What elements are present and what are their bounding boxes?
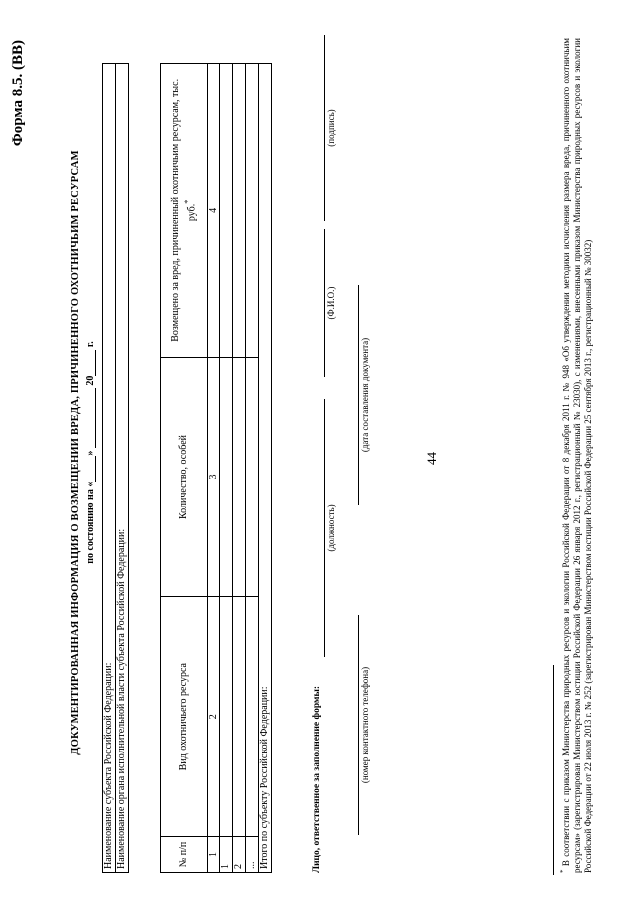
name-caption: (Ф.И.О.) bbox=[326, 286, 336, 320]
form-code: Форма 8.5. (ВВ) bbox=[10, 40, 26, 147]
table-row bbox=[233, 64, 246, 873]
header-resource-type: Вид охотничьего ресурса bbox=[161, 597, 208, 837]
footnote-mark: * bbox=[182, 199, 192, 204]
header-number: № п/п bbox=[161, 837, 208, 873]
subject-info-table bbox=[102, 63, 129, 873]
name-line[interactable] bbox=[324, 229, 325, 377]
row-number: 1 bbox=[220, 837, 233, 873]
form-title: ДОКУМЕНТИРОВАННАЯ ИНФОРМАЦИЯ О ВОЗМЕЩЕНИИ ВРЕДА, ПРИЧИНЕННОГО ОХОТНИЧЬИМ РЕСУРСАМ bbox=[70, 150, 81, 755]
as-of-prefix: по состоянию на « bbox=[85, 481, 96, 564]
resource-type-cell[interactable] bbox=[246, 597, 259, 837]
table-header-row bbox=[161, 64, 208, 873]
signature-line[interactable] bbox=[324, 35, 325, 221]
compensation-cell[interactable] bbox=[246, 64, 259, 358]
info-row bbox=[103, 64, 116, 873]
compensation-cell[interactable] bbox=[220, 64, 233, 358]
table-row bbox=[246, 64, 259, 873]
info-row bbox=[116, 64, 129, 873]
column-number: 3 bbox=[208, 357, 220, 597]
position-caption: (должность) bbox=[326, 504, 336, 552]
phone-line[interactable] bbox=[358, 615, 359, 835]
year-blank[interactable] bbox=[85, 350, 96, 376]
as-of-mid: » bbox=[85, 450, 96, 456]
footnote-separator bbox=[553, 665, 554, 875]
footnote bbox=[558, 38, 594, 873]
signature-caption: (подпись) bbox=[326, 109, 336, 147]
compensation-cell[interactable] bbox=[233, 64, 246, 358]
as-of-suffix: г. bbox=[85, 341, 96, 348]
resource-type-cell[interactable] bbox=[233, 597, 246, 837]
header-quantity: Количество, особей bbox=[161, 357, 208, 597]
damage-compensation-table bbox=[160, 63, 272, 873]
date-caption: (дата составления документа) bbox=[360, 337, 370, 453]
quantity-cell[interactable] bbox=[220, 357, 233, 597]
as-of-date bbox=[85, 0, 96, 905]
subject-name-field[interactable]: Наименование субъекта Российской Федерации: bbox=[103, 64, 116, 873]
column-number-row bbox=[208, 64, 220, 873]
month-blank[interactable] bbox=[85, 388, 96, 448]
column-number: 2 bbox=[208, 597, 220, 837]
page-number: 44 bbox=[424, 452, 439, 465]
day-blank[interactable] bbox=[85, 456, 96, 482]
total-row bbox=[259, 64, 272, 873]
total-label: Итого по субъекту Российской Федерации: bbox=[259, 64, 272, 873]
quantity-cell[interactable] bbox=[246, 357, 259, 597]
row-number: ... bbox=[246, 837, 259, 873]
resource-type-cell[interactable] bbox=[220, 597, 233, 837]
quantity-cell[interactable] bbox=[233, 357, 246, 597]
footnote-asterisk: * bbox=[559, 869, 567, 873]
authority-name-field[interactable]: Наименование органа исполнительной власти субъекта Российской Федерации: bbox=[116, 64, 129, 873]
date-line[interactable] bbox=[358, 285, 359, 505]
row-number: 2 bbox=[233, 837, 246, 873]
as-of-year-prefix: 20 bbox=[85, 375, 96, 386]
column-number: 4 bbox=[208, 64, 220, 358]
responsible-person-label: Лицо, ответственное за заполнение формы: bbox=[312, 685, 322, 873]
footnote-text: В соответствии с приказом Министерства природных ресурсов и экологии Российской Федерации от 8 декабря 2011 г. № 948 «Об утверждении методики исчисления размера вреда, причиненного охотничьим ресурсам» (зарегистрирован Министерством юстиции Российской Федерации 26 января 2012 г., регистрационный № 23030), с изменениями, внесенными приказом Министерства природных ресурсов и экологии Российской Федерации от 22 июля 2013 г. № 252 (зарегистрирован Министерством юстиции Российской Федерации 25 сентября 2013 г., регистрационный № 30032) bbox=[561, 38, 593, 873]
table-row bbox=[220, 64, 233, 873]
header-compensation-text: Возмещено за вред, причиненный охотничьим ресурсам, тыс. руб. bbox=[169, 78, 198, 342]
phone-caption: (номер контактного телефона) bbox=[360, 666, 370, 784]
position-line[interactable] bbox=[324, 399, 325, 657]
column-number: 1 bbox=[208, 837, 220, 873]
header-compensation bbox=[161, 64, 208, 358]
